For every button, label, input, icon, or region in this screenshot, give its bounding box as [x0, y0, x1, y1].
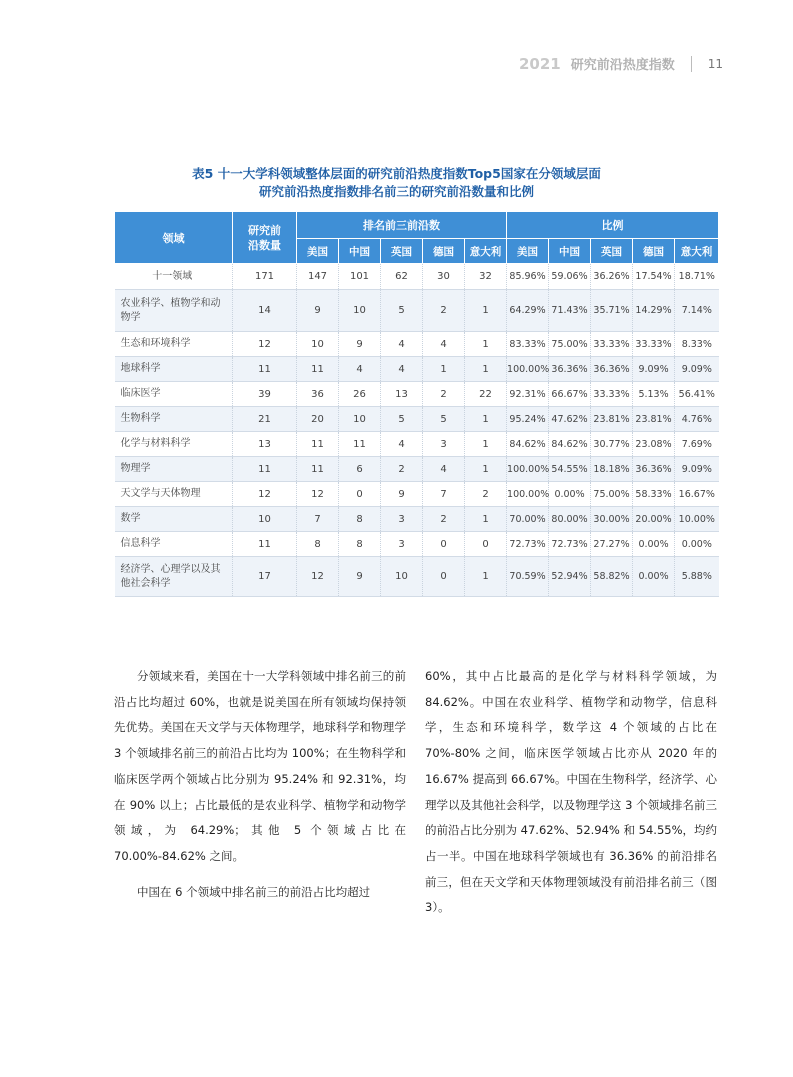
table-cell: 36 — [297, 382, 339, 407]
table-cell: 39 — [233, 382, 297, 407]
table-row — [115, 290, 719, 332]
page-number: 11 — [707, 56, 723, 71]
table-row — [115, 482, 719, 507]
table-row — [115, 432, 719, 457]
table-cell: 0 — [339, 482, 381, 507]
table-cell: 72.73% — [549, 532, 591, 557]
header-year: 2021 — [518, 54, 561, 73]
table-cell: 4 — [339, 357, 381, 382]
table-cell: 18.71% — [675, 264, 719, 290]
table-cell: 9 — [339, 332, 381, 357]
table-cell: 36.36% — [591, 357, 633, 382]
table-row — [115, 357, 719, 382]
table-cell: 信息科学 — [115, 532, 233, 557]
paragraph: 中国在 6 个领域中排名前三的前沿占比均超过 — [137, 884, 371, 899]
table-cell: 21 — [233, 407, 297, 432]
table-cell: 8.33% — [675, 332, 719, 357]
table-cell: 生态和环境科学 — [115, 332, 233, 357]
table-cell: 5 — [381, 290, 423, 332]
table-cell: 70.00% — [507, 507, 549, 532]
table-cell: 4 — [381, 332, 423, 357]
header-country: 英国 — [591, 239, 633, 264]
paragraph: 分领域来看，美国在十一大学科领域中排名前三的前沿占比均超过 60%，也就是说美国在所有领域均保持领先优势。美国在天文学与天体物理学，地球科学和物理学 3 个领域排名前三的前沿占比均为 100%；在生物科学和临床医学两个领域占比分别为 95.24% 和 92.31%，均在 90% 以上；占比最低的是农业科学、植物学和动物学领域，为 64.29%；其他 5 个领域占比在 70.00%-84.62% 之间。 — [114, 669, 406, 863]
table-cell: 23.81% — [591, 407, 633, 432]
table-cell: 生物科学 — [115, 407, 233, 432]
header-country: 英国 — [381, 239, 423, 264]
table-cell: 26 — [339, 382, 381, 407]
table-cell: 18.18% — [591, 457, 633, 482]
table-cell: 2 — [423, 290, 465, 332]
table-cell: 14 — [233, 290, 297, 332]
caption-line-2: 研究前沿热度指数排名前三的研究前沿数量和比例 — [258, 184, 534, 199]
table-cell: 17.54% — [633, 264, 675, 290]
table-cell: 1 — [465, 290, 507, 332]
table-cell: 10 — [233, 507, 297, 532]
table-cell: 13 — [233, 432, 297, 457]
table-cell: 7.69% — [675, 432, 719, 457]
table-cell: 13 — [381, 382, 423, 407]
table-cell: 数学 — [115, 507, 233, 532]
table-cell: 2 — [423, 382, 465, 407]
table-cell: 化学与材料科学 — [115, 432, 233, 457]
table-cell: 1 — [465, 407, 507, 432]
table-cell: 3 — [423, 432, 465, 457]
table-cell: 75.00% — [549, 332, 591, 357]
table-cell: 62 — [381, 264, 423, 290]
header-country: 中国 — [549, 239, 591, 264]
table-cell: 10.00% — [675, 507, 719, 532]
table-cell: 8 — [297, 532, 339, 557]
table-cell: 32 — [465, 264, 507, 290]
table-cell: 92.31% — [507, 382, 549, 407]
table-cell: 36.36% — [549, 357, 591, 382]
table-cell: 7 — [423, 482, 465, 507]
table-cell: 11 — [297, 357, 339, 382]
table-cell: 0.00% — [549, 482, 591, 507]
caption-line-1: 表5 十一大学科领域整体层面的研究前沿热度指数Top5国家在分领域层面 — [192, 166, 601, 181]
table-row — [115, 332, 719, 357]
header-country: 德国 — [423, 239, 465, 264]
table-cell: 9.09% — [675, 457, 719, 482]
table-cell: 85.96% — [507, 264, 549, 290]
table-cell: 4.76% — [675, 407, 719, 432]
table-cell: 4 — [381, 357, 423, 382]
table-body — [115, 264, 719, 597]
table-cell: 84.62% — [507, 432, 549, 457]
table-cell: 30.00% — [591, 507, 633, 532]
table-cell: 0.00% — [633, 532, 675, 557]
header-country: 美国 — [297, 239, 339, 264]
table-cell: 30 — [423, 264, 465, 290]
table-cell: 72.73% — [507, 532, 549, 557]
table-cell: 58.82% — [591, 557, 633, 597]
text-column-left — [114, 664, 406, 905]
table-row — [115, 557, 719, 597]
table-cell: 10 — [339, 407, 381, 432]
table-cell: 100.00% — [507, 357, 549, 382]
header-top3: 排名前三前沿数 — [297, 212, 507, 239]
table-cell: 10 — [297, 332, 339, 357]
table-cell: 80.00% — [549, 507, 591, 532]
table-cell: 147 — [297, 264, 339, 290]
table-cell: 1 — [423, 357, 465, 382]
table-row — [115, 507, 719, 532]
table-cell: 0 — [423, 557, 465, 597]
data-table — [114, 211, 719, 597]
table-cell: 1 — [465, 557, 507, 597]
table-cell: 16.67% — [675, 482, 719, 507]
table-cell: 54.55% — [549, 457, 591, 482]
table-cell: 11 — [297, 457, 339, 482]
table-cell: 经济学、心理学以及其他社会科学 — [115, 557, 233, 597]
table-cell: 33.33% — [591, 382, 633, 407]
table-cell: 7.14% — [675, 290, 719, 332]
table-cell: 天文学与天体物理 — [115, 482, 233, 507]
table-cell: 2 — [465, 482, 507, 507]
header-country: 中国 — [339, 239, 381, 264]
table-cell: 0.00% — [675, 532, 719, 557]
header-country: 意大利 — [675, 239, 719, 264]
table-cell: 12 — [297, 557, 339, 597]
table-cell: 12 — [233, 332, 297, 357]
table-cell: 56.41% — [675, 382, 719, 407]
table-cell: 11 — [297, 432, 339, 457]
table-cell: 171 — [233, 264, 297, 290]
header-divider — [691, 56, 692, 72]
table-cell: 75.00% — [591, 482, 633, 507]
table-cell: 5 — [423, 407, 465, 432]
table-cell: 20 — [297, 407, 339, 432]
table-cell: 4 — [381, 432, 423, 457]
table-cell: 4 — [423, 457, 465, 482]
table-cell: 17 — [233, 557, 297, 597]
table-cell: 12 — [297, 482, 339, 507]
table-cell: 35.71% — [591, 290, 633, 332]
header-field: 领域 — [115, 212, 233, 264]
table-cell: 11 — [233, 457, 297, 482]
table-cell: 70.59% — [507, 557, 549, 597]
header-count: 研究前沿数量 — [233, 212, 297, 264]
table-cell: 71.43% — [549, 290, 591, 332]
table-cell: 100.00% — [507, 482, 549, 507]
table-cell: 8 — [339, 507, 381, 532]
table-cell: 2 — [423, 507, 465, 532]
table-cell: 23.08% — [633, 432, 675, 457]
table-cell: 11 — [233, 357, 297, 382]
table-cell: 30.77% — [591, 432, 633, 457]
header-country: 美国 — [507, 239, 549, 264]
table-cell: 100.00% — [507, 457, 549, 482]
table-row — [115, 532, 719, 557]
text-column-right — [425, 664, 717, 921]
table-cell: 84.62% — [549, 432, 591, 457]
table-cell: 14.29% — [633, 290, 675, 332]
table-cell: 83.33% — [507, 332, 549, 357]
table-cell: 5.13% — [633, 382, 675, 407]
header-country: 意大利 — [465, 239, 507, 264]
table-cell: 临床医学 — [115, 382, 233, 407]
table-cell: 农业科学、植物学和动物学 — [115, 290, 233, 332]
table-cell: 10 — [339, 290, 381, 332]
table-cell: 33.33% — [633, 332, 675, 357]
table-cell: 6 — [339, 457, 381, 482]
table-cell: 4 — [423, 332, 465, 357]
table-cell: 101 — [339, 264, 381, 290]
table-cell: 23.81% — [633, 407, 675, 432]
table-cell: 27.27% — [591, 532, 633, 557]
table-cell: 0 — [465, 532, 507, 557]
header-country: 德国 — [633, 239, 675, 264]
table-cell: 36.26% — [591, 264, 633, 290]
table-cell: 22 — [465, 382, 507, 407]
table-cell: 95.24% — [507, 407, 549, 432]
table-cell: 地球科学 — [115, 357, 233, 382]
table-cell: 66.67% — [549, 382, 591, 407]
table-cell: 36.36% — [633, 457, 675, 482]
table-cell: 58.33% — [633, 482, 675, 507]
table-cell: 12 — [233, 482, 297, 507]
table-cell: 2 — [381, 457, 423, 482]
table-cell: 8 — [339, 532, 381, 557]
table-cell: 7 — [297, 507, 339, 532]
paragraph: 60%，其中占比最高的是化学与材料科学领域，为 84.62%。中国在农业科学、植物学和动物学，信息科学，生态和环境科学，数学这 4 个领域的占比在 70%-80% 之间，临床医学领域占比亦从 2020 年的 16.67% 提高到 66.67%。中国在生物科学，经济学、心理学以及其他社会科学，以及物理学这 3 个领域排名前三的前沿占比分别为 47.62%、52.94% 和 54.55%，均约占一半。中国在地球科学领域也有 36.36% 的前沿排名前三，但在天文学和天体物理领域没有前沿排名前三（图 3）。 — [425, 669, 718, 915]
table-cell: 0.00% — [633, 557, 675, 597]
header-ratio: 比例 — [507, 212, 719, 239]
table-cell: 1 — [465, 432, 507, 457]
table-cell: 5 — [381, 407, 423, 432]
table-cell: 9.09% — [633, 357, 675, 382]
table-cell: 9.09% — [675, 357, 719, 382]
table-row — [115, 382, 719, 407]
table-cell: 1 — [465, 457, 507, 482]
table-cell: 物理学 — [115, 457, 233, 482]
header-title: 研究前沿热度指数 — [570, 58, 675, 73]
table-cell: 11 — [339, 432, 381, 457]
table-cell: 3 — [381, 532, 423, 557]
table-cell: 3 — [381, 507, 423, 532]
table-cell: 十一领域 — [115, 264, 233, 290]
table-cell: 9 — [339, 557, 381, 597]
table-cell: 52.94% — [549, 557, 591, 597]
table-cell: 9 — [381, 482, 423, 507]
table-cell: 20.00% — [633, 507, 675, 532]
table-cell: 10 — [381, 557, 423, 597]
running-header — [519, 54, 723, 73]
table-cell: 0 — [423, 532, 465, 557]
table-row — [115, 407, 719, 432]
table-cell: 11 — [233, 532, 297, 557]
table-cell: 64.29% — [507, 290, 549, 332]
table-cell: 9 — [297, 290, 339, 332]
table-row — [115, 264, 719, 290]
table-cell: 1 — [465, 357, 507, 382]
table-cell: 1 — [465, 507, 507, 532]
table-cell: 59.06% — [549, 264, 591, 290]
table-cell: 1 — [465, 332, 507, 357]
table-cell: 33.33% — [591, 332, 633, 357]
table-caption — [0, 165, 793, 201]
table-row — [115, 457, 719, 482]
table-cell: 47.62% — [549, 407, 591, 432]
table-cell: 5.88% — [675, 557, 719, 597]
